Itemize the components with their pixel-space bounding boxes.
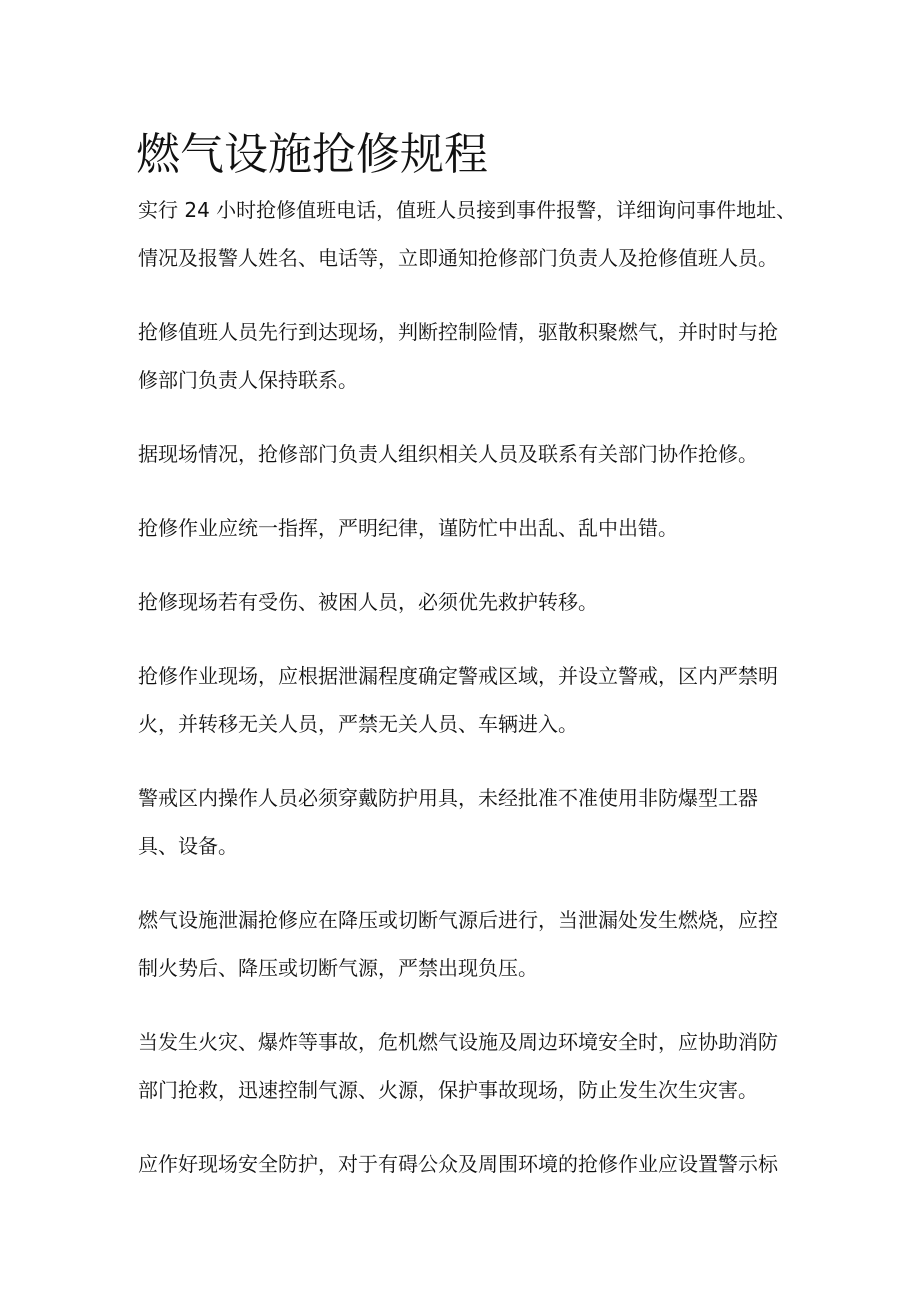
paragraph-1 bbox=[138, 186, 798, 282]
paragraph-line: 抢修作业现场，应根据泄漏程度确定警戒区域，并设立警戒，区内严禁明 bbox=[138, 664, 778, 688]
paragraph-line: 抢修现场若有受伤、被困人员，必须优先救护转移。 bbox=[138, 590, 598, 614]
paragraph-line: 情况及报警人姓名、电话等，立即通知抢修部门负责人及抢修值班人员。 bbox=[138, 246, 778, 270]
paragraph-6 bbox=[138, 652, 798, 748]
paragraph-line: 实行 24 小时抢修值班电话，值班人员接到事件报警，详细询问事件地址、 bbox=[138, 198, 797, 222]
paragraph-3 bbox=[138, 430, 798, 478]
paragraph-5 bbox=[138, 578, 798, 626]
page-title: 燃气设施抢修规程 bbox=[136, 129, 488, 180]
paragraph-9 bbox=[138, 1018, 798, 1114]
paragraph-line: 抢修值班人员先行到达现场，判断控制险情，驱散积聚燃气，并时时与抢 bbox=[138, 320, 778, 344]
paragraph-2 bbox=[138, 308, 798, 404]
paragraph-line: 据现场情况，抢修部门负责人组织相关人员及联系有关部门协作抢修。 bbox=[138, 442, 758, 466]
paragraph-line: 制火势后、降压或切断气源，严禁出现负压。 bbox=[138, 956, 538, 980]
paragraph-10 bbox=[138, 1140, 798, 1188]
paragraph-line: 应作好现场安全防护，对于有碍公众及周围环境的抢修作业应设置警示标 bbox=[138, 1152, 778, 1176]
paragraph-4 bbox=[138, 504, 798, 552]
paragraph-line: 具、设备。 bbox=[138, 834, 238, 858]
paragraph-7 bbox=[138, 774, 798, 870]
paragraph-line: 燃气设施泄漏抢修应在降压或切断气源后进行，当泄漏处发生燃烧，应控 bbox=[138, 908, 778, 932]
paragraph-line: 当发生火灾、爆炸等事故，危机燃气设施及周边环境安全时，应协助消防 bbox=[138, 1030, 778, 1054]
paragraph-8 bbox=[138, 896, 798, 992]
paragraph-line: 火，并转移无关人员，严禁无关人员、车辆进入。 bbox=[138, 712, 578, 736]
paragraph-line: 修部门负责人保持联系。 bbox=[138, 368, 358, 392]
paragraph-line: 部门抢救，迅速控制气源、火源，保护事故现场，防止发生次生灾害。 bbox=[138, 1078, 758, 1102]
paragraph-line: 抢修作业应统一指挥，严明纪律，谨防忙中出乱、乱中出错。 bbox=[138, 516, 678, 540]
document-body bbox=[138, 186, 798, 1214]
paragraph-line: 警戒区内操作人员必须穿戴防护用具，未经批准不准使用非防爆型工器 bbox=[138, 786, 758, 810]
